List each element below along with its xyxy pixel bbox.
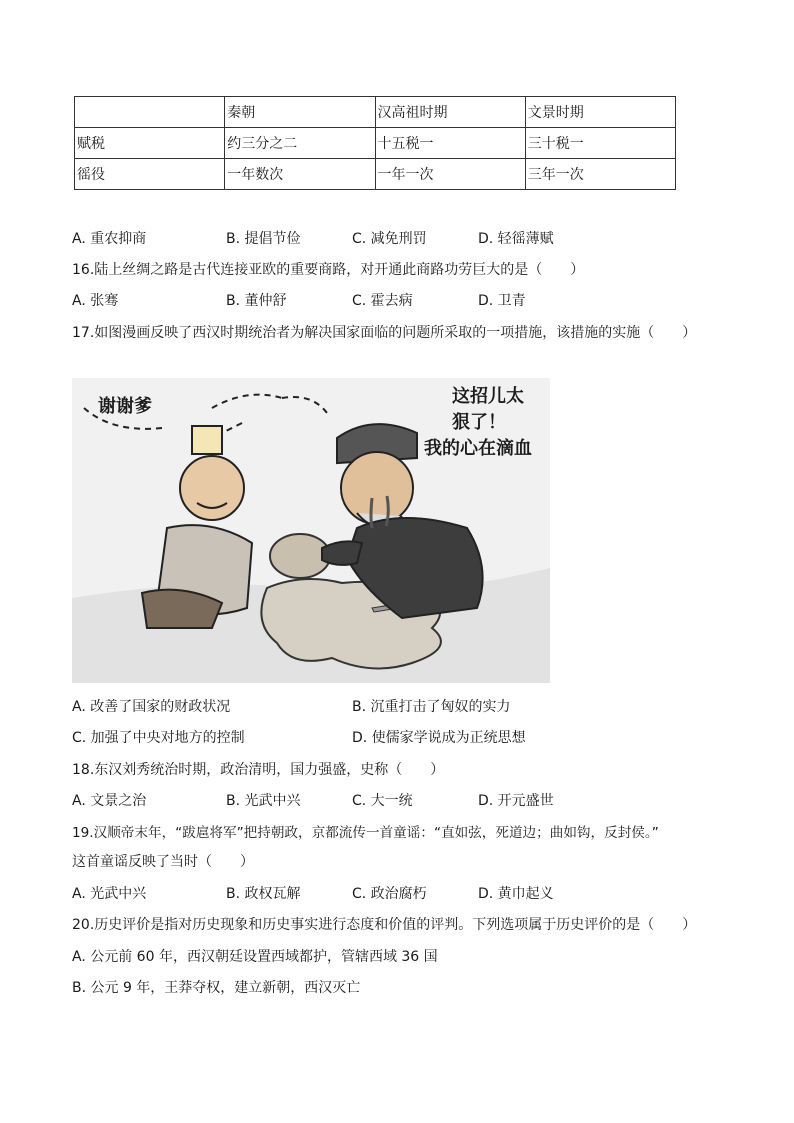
q16-option-a[interactable]: A. 张骞 bbox=[72, 293, 119, 309]
q19-option-a[interactable]: A. 光武中兴 bbox=[72, 886, 147, 902]
table-row bbox=[75, 128, 676, 159]
table-row bbox=[75, 159, 676, 190]
q15-option-a[interactable]: A. 重农抑商 bbox=[72, 231, 147, 247]
table-cell: 三十税一 bbox=[525, 128, 675, 159]
table-cell: 徭役 bbox=[75, 159, 225, 190]
q18-option-a[interactable]: A. 文景之治 bbox=[72, 793, 147, 809]
q16-stem: 16.陆上丝绸之路是古代连接亚欧的重要商路，对开通此商路功劳巨大的是（ ） bbox=[72, 262, 585, 278]
q16-option-d[interactable]: D. 卫青 bbox=[478, 293, 526, 309]
q19-option-b[interactable]: B. 政权瓦解 bbox=[226, 886, 301, 902]
speech-right-line1: 这招儿太 bbox=[452, 386, 524, 407]
table-cell bbox=[75, 97, 225, 128]
table-cell: 一年一次 bbox=[375, 159, 525, 190]
table-header-row bbox=[75, 97, 676, 128]
table-cell: 秦朝 bbox=[225, 97, 375, 128]
q15-option-b[interactable]: B. 提倡节俭 bbox=[226, 231, 301, 247]
q16-option-c[interactable]: C. 霍去病 bbox=[352, 293, 413, 309]
table-cell: 汉高祖时期 bbox=[375, 97, 525, 128]
tax-corvee-table bbox=[74, 96, 676, 190]
q17-option-d[interactable]: D. 使儒家学说成为正统思想 bbox=[352, 730, 526, 746]
q20-option-a[interactable]: A. 公元前 60 年，西汉朝廷设置西域都护，管辖西域 36 国 bbox=[72, 949, 438, 965]
table-cell: 三年一次 bbox=[525, 159, 675, 190]
q17-option-b[interactable]: B. 沉重打击了匈奴的实力 bbox=[352, 699, 511, 715]
speech-right-line2: 狠了！ bbox=[452, 412, 506, 433]
q19-option-c[interactable]: C. 政治腐朽 bbox=[352, 886, 427, 902]
q18-option-d[interactable]: D. 开元盛世 bbox=[478, 793, 554, 809]
table-cell: 文景时期 bbox=[525, 97, 675, 128]
speech-left: 谢谢爹 bbox=[98, 396, 152, 417]
q17-option-c[interactable]: C. 加强了中央对地方的控制 bbox=[72, 730, 245, 746]
comic-illustration bbox=[72, 378, 550, 683]
q18-option-c[interactable]: C. 大一统 bbox=[352, 793, 413, 809]
q16-option-b[interactable]: B. 董仲舒 bbox=[226, 293, 287, 309]
q19-stem-line2: 这首童谣反映了当时（ ） bbox=[72, 854, 254, 870]
table-cell: 一年数次 bbox=[225, 159, 375, 190]
q17-option-a[interactable]: A. 改善了国家的财政状况 bbox=[72, 699, 231, 715]
q18-option-b[interactable]: B. 光武中兴 bbox=[226, 793, 301, 809]
q20-option-b[interactable]: B. 公元 9 年，王莽夺权，建立新朝，西汉灭亡 bbox=[72, 980, 361, 996]
q15-option-c[interactable]: C. 减免刑罚 bbox=[352, 231, 427, 247]
speech-right-line3: 我的心在滴血 bbox=[424, 438, 532, 459]
q19-option-d[interactable]: D. 黄巾起义 bbox=[478, 886, 554, 902]
q19-stem-line1: 19.汉顺帝末年，“跋扈将军”把持朝政，京都流传一首童谣：“直如弦，死道边；曲如钩，反封侯。” bbox=[72, 825, 659, 841]
q17-stem: 17.如图漫画反映了西汉时期统治者为解决国家面临的问题所采取的一项措施，该措施的实施（ ） bbox=[72, 325, 697, 341]
q20-stem: 20.历史评价是指对历史现象和历史事实进行态度和价值的评判。下列选项属于历史评价的是（ ） bbox=[72, 917, 697, 933]
q15-option-d[interactable]: D. 轻徭薄赋 bbox=[478, 231, 554, 247]
q18-stem: 18.东汉刘秀统治时期，政治清明，国力强盛，史称（ ） bbox=[72, 762, 445, 778]
table-cell: 约三分之二 bbox=[225, 128, 375, 159]
table-cell: 十五税一 bbox=[375, 128, 525, 159]
table-cell: 赋税 bbox=[75, 128, 225, 159]
